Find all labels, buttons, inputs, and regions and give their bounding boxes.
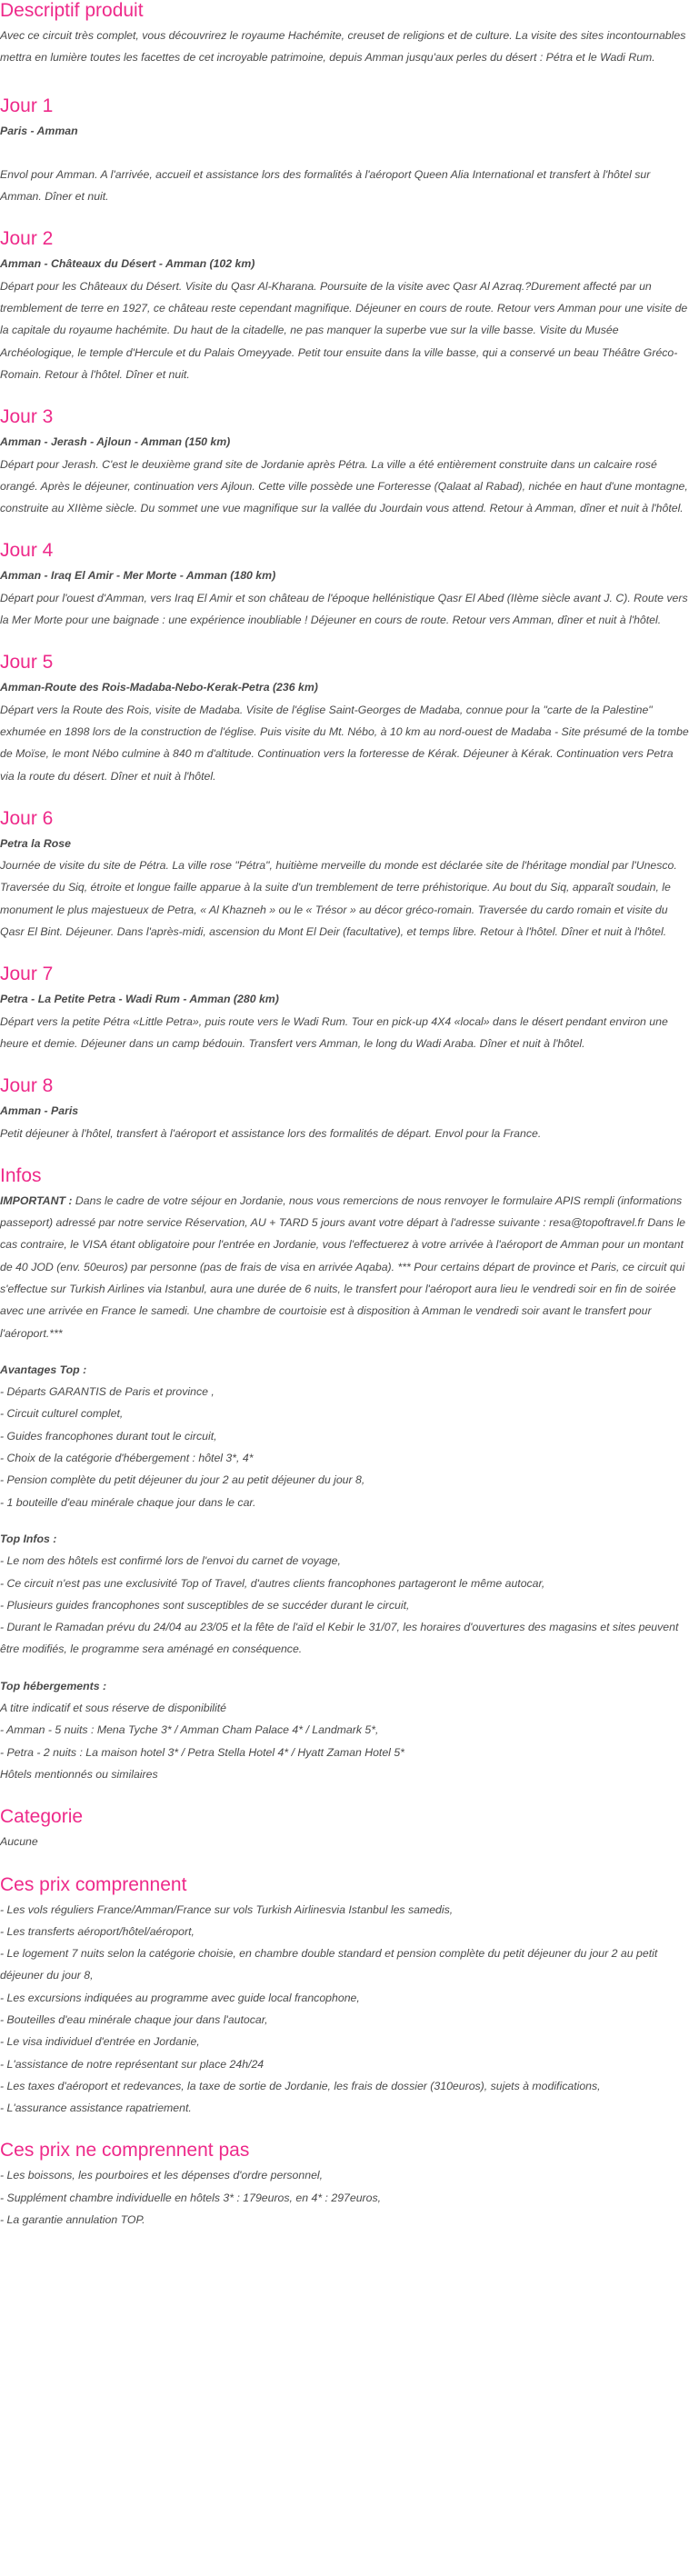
section-infos	[0, 1163, 689, 1785]
day-text: Journée de visite du site de Pétra. La ville rose "Pétra", huitième merveille du monde est déclarée site de l'héritage mondial par l'Unesco. Traversée du Siq, étroite et longue faille apparue à la suite d'un tremblement de terre préhistorique. Au bout du Siq, apparaît soudain, le monument le plus majestueux de Petra, « Al Khazneh » ou le « Trésor » au décor gréco-romain. Traversée du cardo romain et visite du Qasr El Bint. Déjeuner. Dans l'après-midi, ascension du Mont El Deir (facultative), et temps libre. Retour à l'hôtel. Dîner et nuit à l'hôtel.	[0, 859, 677, 939]
day-subtitle: Amman - Paris	[0, 1104, 79, 1118]
day-subtitle: Amman - Châteaux du Désert - Amman (102 km)	[0, 257, 255, 271]
day-title: Jour 5	[0, 652, 54, 674]
topinfos-title: Top Infos :	[0, 1532, 57, 1545]
list-item: - Supplément chambre individuelle en hôtels 3* : 179euros, en 4* : 297euros,	[0, 2191, 382, 2204]
list-item: - Choix de la catégorie d'hébergement : hôtel 3*, 4*	[0, 1452, 254, 1465]
day-title: Jour 1	[0, 95, 54, 116]
topinfos-block	[0, 1528, 689, 1661]
section-title-infos: Infos	[0, 1164, 42, 1186]
list-item: Hôtels mentionnés ou similaires	[0, 1767, 158, 1781]
list-item: - Bouteilles d'eau minérale chaque jour dans l'autocar,	[0, 2013, 268, 2026]
list-item: - Les boissons, les pourboires et les dépenses d'ordre personnel,	[0, 2169, 324, 2182]
day-subtitle: Petra la Rose	[0, 836, 71, 850]
important-label: IMPORTANT :	[0, 1193, 73, 1207]
day-text: Envol pour Amman. A l'arrivée, accueil et assistance lors des formalités à l'aéroport Queen Alia International et transfert à l'hôtel sur Amman. Dîner et nuit.	[0, 167, 651, 204]
section-title-ne-comprennent: Ces prix ne comprennent pas	[0, 2140, 250, 2162]
day-subtitle: Amman-Route des Rois-Madaba-Nebo-Kerak-Petra (236 km)	[0, 681, 318, 694]
avantages-block	[0, 1359, 689, 1513]
list-item: - Petra - 2 nuits : La maison hotel 3* / Petra Stella Hotel 4* / Hyatt Zaman Hotel 5*	[0, 1745, 404, 1759]
important-notice	[0, 1190, 689, 1344]
section-title-categorie: Categorie	[0, 1806, 84, 1828]
day-title: Jour 6	[0, 807, 54, 829]
day-text: Départ vers la Route des Rois, visite de Madaba. Visite de l'église Saint-Georges de Madaba, connue pour la "carte de la Palestine" exhumée en 1898 lors de la construction de l'église. Puis visite du Mt. Nébo, à 10 km au nord-ouest de Madaba - Site présumé de la tombe de Moïse, le mont Nébo culmine à 840 m d'altitude. Continuation vers la forteresse de Kérak. Déjeuner à Kérak. Continuation vers Petra via la route du désert. Dîner et nuit à l'hôtel.	[0, 703, 689, 783]
list-item: - Le nom des hôtels est confirmé lors de l'envoi du carnet de voyage,	[0, 1554, 341, 1568]
day-3	[0, 404, 689, 519]
list-item: - Guides francophones durant tout le circuit,	[0, 1429, 217, 1443]
list-item: - Circuit culturel complet,	[0, 1407, 124, 1421]
list-item: - Les excursions indiquées au programme avec guide local francophone,	[0, 1991, 360, 2004]
descriptif-text: Avec ce circuit très complet, vous découvrirez le royaume Hachémite, creuset de religions et de culture. La visite des sites incontournables mettra en lumière toutes les facettes de cet incroyable patrimoine, depuis Amman jusqu'aux perles du désert : Pétra et le Wadi Rum.	[0, 29, 686, 65]
day-8	[0, 1073, 689, 1144]
hebergements-title: Top hébergements :	[0, 1679, 107, 1692]
list-item: - Le visa individuel d'entrée en Jordanie,	[0, 2035, 200, 2049]
section-title-comprennent: Ces prix comprennent	[0, 1873, 187, 1895]
list-item: A titre indicatif et sous réserve de disponibilité	[0, 1702, 227, 1715]
list-item: - L'assurance assistance rapatriement.	[0, 2102, 192, 2115]
list-item: - Départs GARANTIS de Paris et province ,	[0, 1385, 215, 1399]
list-item: - La garantie annulation TOP.	[0, 2213, 145, 2227]
day-title: Jour 7	[0, 964, 54, 985]
list-item: - Ce circuit n'est pas une exclusivité Top of Travel, d'autres clients francophones partageront le même autocar,	[0, 1576, 545, 1590]
day-subtitle: Amman - Iraq El Amir - Mer Morte - Amman (180 km)	[0, 569, 276, 583]
day-title: Jour 4	[0, 540, 54, 562]
section-categorie	[0, 1803, 689, 1852]
spacer	[0, 142, 689, 164]
day-7	[0, 961, 689, 1054]
list-item: - Les taxes d'aéroport et redevances, la taxe de sortie de Jordanie, les frais de dossier (310euros), sujets à modifications,	[0, 2079, 601, 2092]
list-item: - Pension complète du petit déjeuner du jour 2 au petit déjeuner du jour 8,	[0, 1473, 365, 1487]
day-text: Départ pour les Châteaux du Désert. Visite du Qasr Al-Kharana. Poursuite de la visite avec Qasr Al Azraq.?Durement affecté par un tremblement de terre en 1927, ce château reste cependant magnifique. Déjeuner en cours de route. Retour vers Amman pour une visite de la capitale du royaume hachémite. Du haut de la citadelle, ne pas manquer la superbe vue sur la ville basse. Visite du Musée Archéologique, le temple d'Hercule et du Palais Omeyyade. Petit tour ensuite dans la ville basse, qui a conservé un beau Théâtre Gréco-Romain. Retour à l'hôtel. Dîner et nuit.	[0, 279, 688, 381]
day-text: Départ vers la petite Pétra «Little Petra», puis route vers le Wadi Rum. Tour en pick-up 4X4 «local» dans le désert pendant environ une heure et demie. Déjeuner dans un camp bédouin. Transfert vers Amman, le long du Wadi Araba. Dîner et nuit à l'hôtel.	[0, 1014, 668, 1050]
day-subtitle: Amman - Jerash - Ajloun - Amman (150 km)	[0, 435, 231, 449]
day-text: Départ pour Jerash. C'est le deuxième grand site de Jordanie après Pétra. La ville a été entièrement construite dans un calcaire rosé orangé. Après le déjeuner, continuation vers Ajloun. Cette ville possède une Forteresse (Qalaat al Rabad), nichée en haut d'une montagne, construite au XIIème siècle. Du sommet une vue magnifique sur la vallée du Jourdain vous attend. Retour à Amman, dîner et nuit à l'hôtel.	[0, 457, 688, 515]
day-1	[0, 93, 689, 208]
list-item: - L'assistance de notre représentant sur place 24h/24	[0, 2057, 265, 2071]
day-subtitle: Petra - La Petite Petra - Wadi Rum - Amman (280 km)	[0, 993, 279, 1006]
section-prix-ne-comprennent	[0, 2137, 689, 2231]
day-2	[0, 225, 689, 385]
section-descriptif	[0, 0, 689, 69]
list-item: - Le logement 7 nuits selon la catégorie choisie, en chambre double standard et pension complète du petit déjeuner du jour 2 au petit déjeuner du jour 8,	[0, 1947, 658, 1982]
day-title: Jour 2	[0, 228, 54, 250]
list-item: - Plusieurs guides francophones sont susceptibles de se succéder durant le circuit,	[0, 1598, 410, 1612]
hebergements-block	[0, 1675, 689, 1785]
day-text: Départ pour l'ouest d'Amman, vers Iraq El Amir et son château de l'époque hellénistique Qasr El Abed (IIème siècle avant J. C). Route vers la Mer Morte pour une baignade : une expérience inoubliable ! Déjeuner en cours de route. Retour vers Amman, dîner et nuit à l'hôtel.	[0, 591, 688, 627]
day-4	[0, 537, 689, 631]
day-text: Petit déjeuner à l'hôtel, transfert à l'aéroport et assistance lors des formalités de départ. Envol pour la France.	[0, 1126, 542, 1140]
list-item: - Les vols réguliers France/Amman/France sur vols Turkish Airlinesvia Istanbul les samedis,	[0, 1902, 454, 1916]
categorie-value: Aucune	[0, 1835, 38, 1849]
list-item: - Durant le Ramadan prévu du 24/04 au 23/05 et la fête de l'aïd el Kebir le 31/07, les horaires d'ouvertures des magasins et sites peuvent être modifiés, le programme sera aménagé en conséquence.	[0, 1621, 679, 1656]
avantages-title: Avantages Top :	[0, 1363, 87, 1376]
section-title-descriptif: Descriptif produit	[0, 0, 144, 21]
list-item: - Amman - 5 nuits : Mena Tyche 3* / Amman Cham Palace 4* / Landmark 5*,	[0, 1723, 379, 1737]
day-5	[0, 649, 689, 786]
important-text: Dans le cadre de votre séjour en Jordanie, nous vous remercions de nous renvoyer le formulaire APIS rempli (informations passeport) adressé par notre service Réservation, AU + TARD 5 jours avant votre départ à l'adresse suivante : resa@topoftravel.fr Dans le cas contraire, le VISA étant obligatoire pour l'entrée en Jordanie, vous l'effectuerez à votre arrivée à l'aéroport de Amman pour un montant de 40 JOD (env. 50euros) par personne (pas de frais de visa en arrivée Aqaba). *** Pour certains départ de province et Paris, ce circuit qui s'effectue sur Turkish Airlines via Istanbul, aura une durée de 6 nuits, le transfert pour l'aéroport aura lieu le vendredi soir en fin de soirée avec une arrivée en France le samedi. Une chambre de courtoisie est à disposition à Amman le vendredi soir avant le transfert pour l'aéroport.***	[0, 1193, 686, 1340]
day-title: Jour 3	[0, 406, 54, 428]
day-6	[0, 805, 689, 943]
day-title: Jour 8	[0, 1075, 54, 1097]
section-prix-comprennent	[0, 1872, 689, 2120]
list-item: - 1 bouteille d'eau minérale chaque jour dans le car.	[0, 1495, 256, 1509]
day-subtitle: Paris - Amman	[0, 124, 78, 137]
list-item: - Les transferts aéroport/hôtel/aéroport,	[0, 1924, 195, 1938]
